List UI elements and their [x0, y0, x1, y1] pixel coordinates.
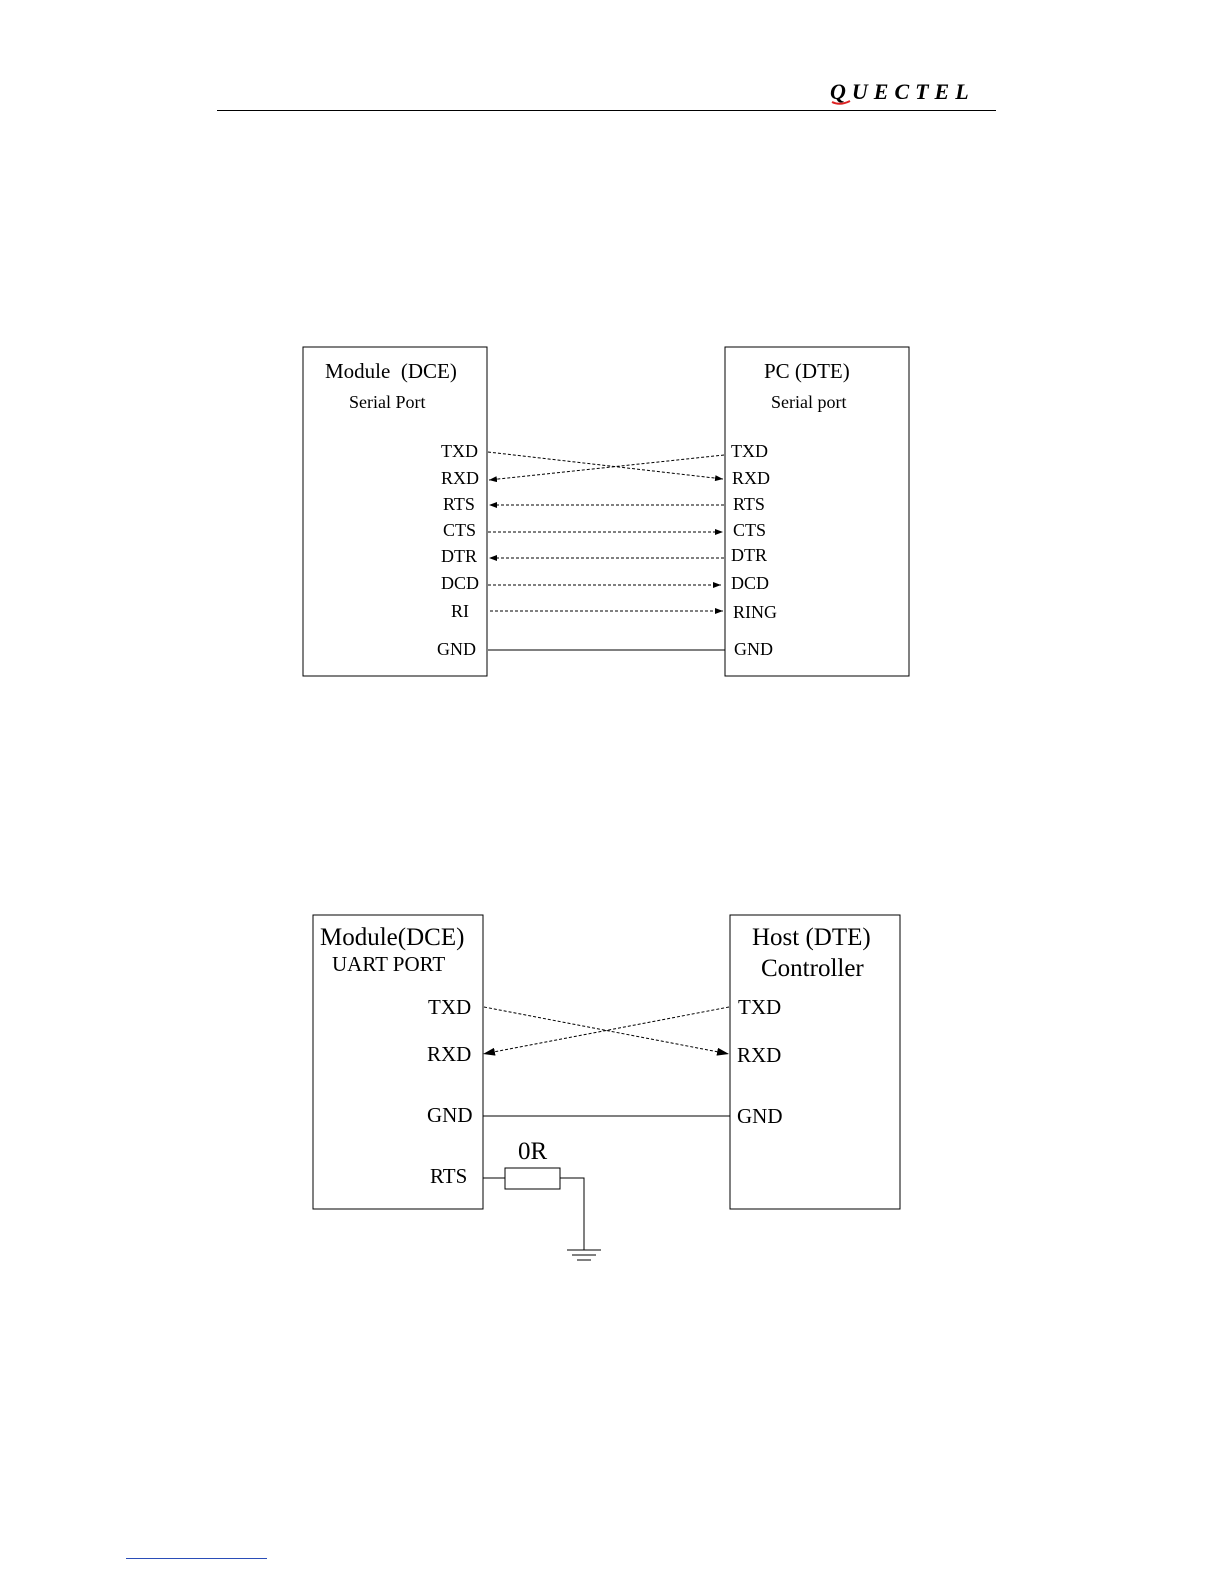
host-controller-label: Controller	[761, 955, 864, 982]
left-pin-gnd: GND	[437, 639, 476, 659]
right-pin-dcd: DCD	[731, 573, 770, 593]
wire-txd-to-rxd	[488, 452, 723, 479]
uart-left-pin-rxd: RXD	[427, 1042, 472, 1066]
left-pin-ri: RI	[451, 601, 469, 621]
pc-dte-title: PC (DTE)	[764, 359, 850, 383]
logo-wordmark: QUECTEL	[830, 79, 975, 104]
right-pin-rts: RTS	[733, 494, 765, 514]
wire-txd-to-rxd-return	[489, 455, 724, 480]
ground-icon	[567, 1250, 601, 1260]
left-pin-cts: CTS	[443, 520, 477, 540]
uart-right-pin-txd: TXD	[738, 995, 782, 1019]
right-pin-rxd: RXD	[732, 468, 771, 488]
left-pin-dcd: DCD	[441, 573, 480, 593]
uart-left-pin-rts: RTS	[430, 1164, 468, 1188]
uart-left-pin-gnd: GND	[427, 1103, 473, 1127]
module-dce-title: Module (DCE)	[325, 359, 457, 383]
uart-port-label: UART PORT	[332, 952, 446, 976]
resistor-0r	[505, 1168, 560, 1189]
left-pin-dtr: DTR	[441, 546, 477, 566]
serial-port-diagram	[0, 340, 1224, 685]
right-pin-ring: RING	[733, 602, 777, 622]
left-pin-rxd: RXD	[441, 468, 480, 488]
uart-right-pin-gnd: GND	[737, 1104, 783, 1128]
module-serial-port-label: Serial Port	[349, 392, 426, 412]
left-pin-rts: RTS	[443, 494, 475, 514]
pc-serial-port-label: Serial port	[771, 392, 847, 412]
header-rule	[217, 110, 996, 111]
right-pin-txd: TXD	[731, 441, 768, 461]
right-pin-cts: CTS	[733, 520, 767, 540]
footer-link-underline	[126, 1558, 267, 1559]
uart-port-diagram	[0, 905, 1224, 1275]
uart-right-pin-rxd: RXD	[737, 1043, 782, 1067]
host-dte-title: Host (DTE)	[752, 924, 871, 951]
resistor-label: 0R	[518, 1138, 548, 1165]
uart-left-pin-txd: TXD	[428, 995, 472, 1019]
right-pin-dtr: DTR	[731, 545, 767, 565]
right-pin-gnd: GND	[734, 639, 773, 659]
quectel-logo	[826, 78, 996, 106]
left-pin-txd: TXD	[441, 441, 478, 461]
module-dce-uart-title: Module(DCE)	[320, 924, 465, 951]
ground-lead	[560, 1178, 584, 1250]
